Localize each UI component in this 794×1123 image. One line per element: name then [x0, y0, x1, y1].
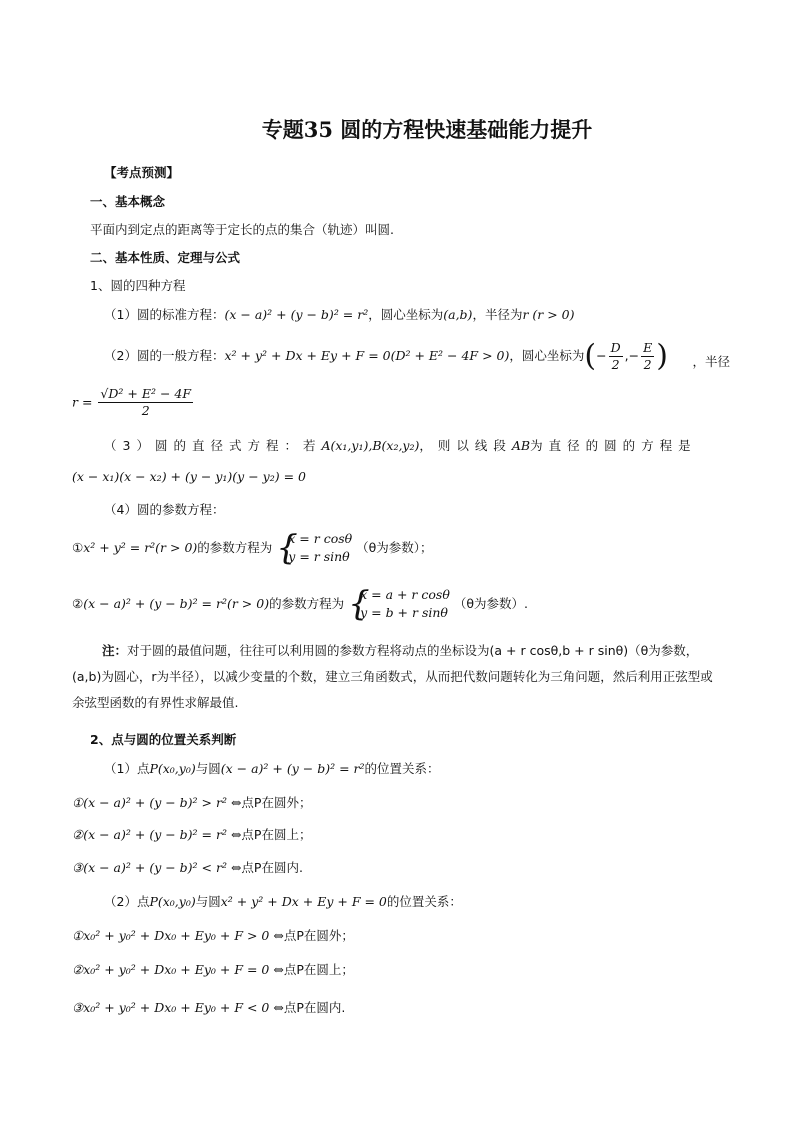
position-relation-1: （1）点P(x₀,y₀)与圆(x − a)² + (y − b)² = r²的位置关系：	[104, 761, 440, 776]
position-relation-2: （2）点P(x₀,y₀)与圆x² + y² + Dx + Ey + F = 0的位置关系：	[104, 894, 462, 909]
parametric-equation-1: ①x² + y² = r²(r > 0)的参数方程为 { x = r cosθ y = r sinθ （θ为参数）；	[72, 528, 433, 568]
diameter-equation-math: (x − x₁)(x − x₂) + (y − y₁)(y − y₂) = 0	[72, 469, 306, 484]
concept-text: 平面内到定点的距离等于定长的点的集合（轨迹）叫圆.	[90, 222, 394, 237]
heading-properties: 二、基本性质、定理与公式	[90, 250, 241, 265]
relation-1-outside: ①(x − a)² + (y − b)² > r² ⇔点P在圆外；	[72, 795, 312, 810]
general-equation-line: （2）圆的一般方程：x² + y² + Dx + Ey + F = 0(D² + E² − 4F > 0)，圆心坐标为(− $\frac{D}{2}$ ,− $\frac{E}{2}$ ) ，半径	[104, 338, 730, 374]
general-radius-line: r = $\frac{\text{√D² + E² − 4F}}{2}$	[72, 386, 192, 418]
subheading-point-circle: 2、点与圆的位置关系判断	[90, 732, 237, 747]
relation-1-inside: ③(x − a)² + (y − b)² < r² ⇔点P在圆内.	[72, 860, 303, 875]
parametric-equation-2: ②(x − a)² + (y − b)² = r²(r > 0)的参数方程为 { x = a + r cosθ y = b + r sinθ （θ为参数）.	[72, 584, 528, 624]
relation-2-outside: ①x₀² + y₀² + Dx₀ + Ey₀ + F > 0 ⇔点P在圆外；	[72, 928, 354, 943]
relation-1-on: ②(x − a)² + (y − b)² = r² ⇔点P在圆上；	[72, 827, 312, 842]
relation-2-on: ②x₀² + y₀² + Dx₀ + Ey₀ + F = 0 ⇔点P在圆上；	[72, 962, 354, 977]
subheading-four-equations: 1、圆的四种方程	[90, 278, 186, 293]
section-forecast: 【考点预测】	[104, 165, 180, 180]
relation-2-inside: ③x₀² + y₀² + Dx₀ + Ey₀ + F < 0 ⇔点P在圆内.	[72, 1000, 346, 1015]
page-title: 专题35 圆的方程快速基础能力提升	[261, 117, 593, 142]
note-paragraph: 注：对于圆的最值问题，往往可以利用圆的参数方程将动点的坐标设为(a + r cosθ,b + r sinθ)（θ为参数，(a,b)为圆心，r为半径），以减少变量的个数，建立三角函数式，从而把代数问题转化为三角问题，然后利用正弦型或余弦型函数的有界性求解最值.	[72, 643, 713, 710]
diameter-equation-line: （3）圆的直径式方程：若A(x₁,y₁),B(x₂,y₂)，则以线段AB为直径的圆的方程是	[104, 438, 697, 453]
standard-equation-line: （1）圆的标准方程：(x − a)² + (y − b)² = r²，圆心坐标为(a,b)，半径为r (r > 0)	[104, 307, 575, 322]
parametric-heading: （4）圆的参数方程：	[104, 502, 225, 517]
heading-basic-concept: 一、基本概念	[90, 194, 166, 209]
